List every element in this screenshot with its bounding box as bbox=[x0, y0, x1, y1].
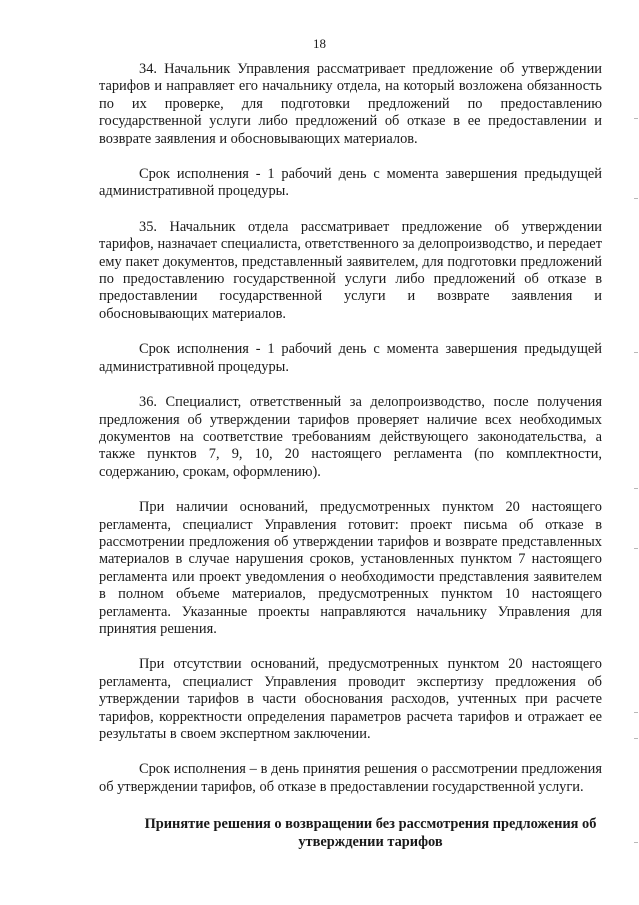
scan-edge-mark bbox=[634, 712, 638, 713]
paragraph-grounds-absent: При отсутствии оснований, предусмотренных пунктом 20 настоящего регламента, специалист Управления проводит экспертизу предложения об утверждении тарифов в части обоснования расходов, учтенных при расчете тарифов, корректности определения параметров расчета тарифов и отражает ее результаты в своем экспертном заключении. bbox=[99, 656, 602, 742]
document-body bbox=[99, 61, 602, 851]
section-heading: Принятие решения о возвращении без рассмотрения предложения об утверждении тарифов bbox=[144, 816, 597, 851]
scan-edge-mark bbox=[634, 548, 638, 549]
paragraph-grounds-present: При наличии оснований, предусмотренных пунктом 20 настоящего регламента, специалист Управления готовит: проект письма об отказе в рассмотрении предложения об утверждении тарифов и возврате представленных материалов в случае нарушения сроков, установленных пунктом 7 настоящего регламента или проект уведомления о необходимости представления заявителем в полном объеме материалов, предусмотренных пунктом 10 настоящего регламента. Указанные проекты направляются начальнику Управления для принятия решения. bbox=[99, 499, 602, 637]
scan-edge-mark bbox=[634, 488, 638, 489]
paragraph-deadline-36: Срок исполнения – в день принятия решения о рассмотрении предложения об утверждении тарифов, об отказе в предоставлении государственной услуги. bbox=[99, 761, 602, 795]
scan-edge-mark bbox=[634, 118, 638, 119]
paragraph-deadline-34: Срок исполнения - 1 рабочий день с момента завершения предыдущей административной процедуры. bbox=[99, 166, 602, 200]
scan-edge-marks bbox=[631, 0, 639, 905]
paragraph-35: 35. Начальник отдела рассматривает предложение об утверждении тарифов, назначает специалиста, ответственного за делопроизводство, и передает ему пакет документов, представленный заявителем, для подготовки предложений по предоставлению государственной услуги либо предложений об отказе в предоставлении государственной услуги и возврате заявления и обосновывающих материалов. bbox=[99, 218, 602, 322]
scan-edge-mark bbox=[634, 352, 638, 353]
scan-edge-mark bbox=[634, 842, 638, 843]
paragraph-36: 36. Специалист, ответственный за делопроизводство, после получения предложения об утверждении тарифов проверяет наличие всех необходимых документов на соответствие требованиям действующего законодательства, а также пунктов 7, 9, 10, 20 настоящего регламента (по комплектности, содержанию, срокам, оформлению). bbox=[99, 394, 602, 480]
scan-edge-mark bbox=[634, 198, 638, 199]
paragraph-deadline-35: Срок исполнения - 1 рабочий день с момента завершения предыдущей административной процедуры. bbox=[99, 341, 602, 375]
scan-edge-mark bbox=[634, 738, 638, 739]
paragraph-34: 34. Начальник Управления рассматривает предложение об утверждении тарифов и направляет его начальнику отдела, на который возложена обязанность по их проверке, для подготовки предложений по предоставлению государственной услуги либо предложений об отказе в ее предоставлении и возврате заявления и обосновывающих материалов. bbox=[99, 61, 602, 147]
page-number: 18 bbox=[313, 36, 326, 51]
